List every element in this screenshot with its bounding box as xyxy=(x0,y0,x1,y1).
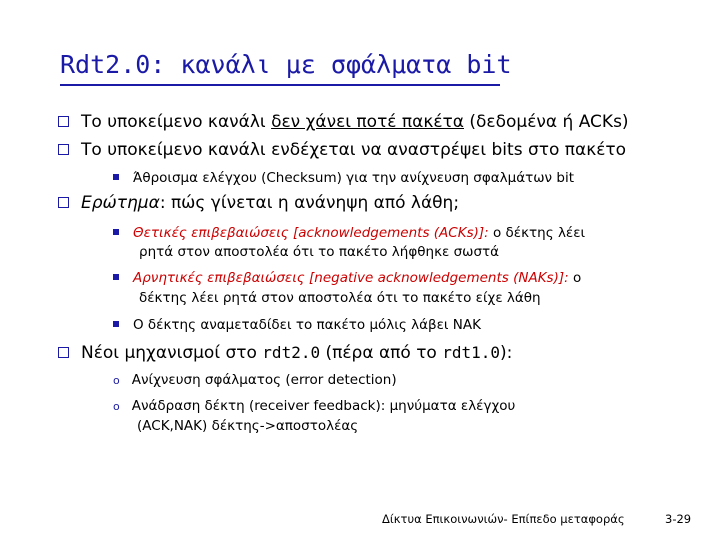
title-underline xyxy=(60,84,500,86)
sub-bullet-retransmit xyxy=(113,317,481,333)
bullet-question xyxy=(58,193,459,213)
small-square-bullet-icon xyxy=(113,229,119,235)
footer-page-number: 3-29 xyxy=(665,512,692,526)
circle-bullet-icon: o xyxy=(113,374,120,387)
bullet-text-end: (δεδομένα ή ACKs) xyxy=(464,112,629,132)
slide-title: Rdt2.0: κανάλι με σφάλματα bit xyxy=(60,50,512,79)
bullet-new-mechanisms xyxy=(58,343,512,363)
naks-term: Αρνητικές επιβεβαιώσεις [negative acknowledgements (NAKs)]: xyxy=(133,270,569,286)
sub-bullet-text: ο xyxy=(568,270,582,286)
sub-bullet-acks-continued: ρητά στον αποστολέα ότι το πακέτο λήφθηκε σωστά xyxy=(139,244,500,260)
bullet-text-end: ): xyxy=(500,343,513,363)
bullet-underlined-text: δεν χάνει ποτέ πακέτα xyxy=(271,112,464,132)
sub-bullet-naks xyxy=(113,270,581,286)
bullet-text: Το υποκείμενο κανάλι xyxy=(81,112,272,132)
bullet-text: Νέοι μηχανισμοί στο xyxy=(81,343,263,363)
question-label: Ερώτημα xyxy=(81,193,160,213)
sub-bullet-error-detection xyxy=(113,372,397,388)
bullet-text: Το υποκείμενο κανάλι ενδέχεται να αναστρέψει bits στο πακέτο xyxy=(81,140,627,160)
code-rdt10: rdt1.0 xyxy=(442,343,501,362)
bullet-bit-flips xyxy=(58,140,626,160)
sub-bullet-text: Ανάδραση δέκτη (receiver feedback): μηνύματα ελέγχου xyxy=(131,398,516,414)
small-square-bullet-icon xyxy=(113,321,119,327)
square-bullet-icon xyxy=(58,347,69,358)
sub-bullet-checksum xyxy=(113,170,574,186)
sub-bullet-receiver-feedback-continued: (ACK,NAK) δέκτης->αποστολέας xyxy=(137,418,359,434)
footer-course: Δίκτυα Επικοινωνιών- Επίπεδο μεταφοράς xyxy=(382,512,625,526)
sub-bullet-text: Άθροισμα ελέγχου (Checksum) για την ανίχνευση σφαλμάτων bit xyxy=(133,170,575,186)
code-rdt20: rdt2.0 xyxy=(262,343,321,362)
sub-bullet-acks xyxy=(113,225,585,241)
square-bullet-icon xyxy=(58,116,69,127)
circle-bullet-icon: o xyxy=(113,400,120,413)
bullet-text-mid: (πέρα από το xyxy=(320,343,443,363)
small-square-bullet-icon xyxy=(113,274,119,280)
small-square-bullet-icon xyxy=(113,174,119,180)
sub-bullet-text: Ο δέκτης αναμεταδίδει το πακέτο μόλις λάβει NAK xyxy=(133,317,481,333)
sub-bullet-text: Ανίχνευση σφάλματος (error detection) xyxy=(131,372,397,388)
sub-bullet-text: ο δέκτης λέει xyxy=(488,225,586,241)
square-bullet-icon xyxy=(58,144,69,155)
bullet-channel-no-loss xyxy=(58,112,629,132)
acks-term: Θετικές επιβεβαιώσεις [acknowledgements (ACKs)]: xyxy=(133,225,489,241)
square-bullet-icon xyxy=(58,197,69,208)
sub-bullet-receiver-feedback xyxy=(113,398,515,414)
bullet-text: : πώς γίνεται η ανάνηψη από λάθη; xyxy=(159,193,460,213)
sub-bullet-naks-continued: δέκτης λέει ρητά στον αποστολέα ότι το πακέτο είχε λάθη xyxy=(139,290,541,306)
